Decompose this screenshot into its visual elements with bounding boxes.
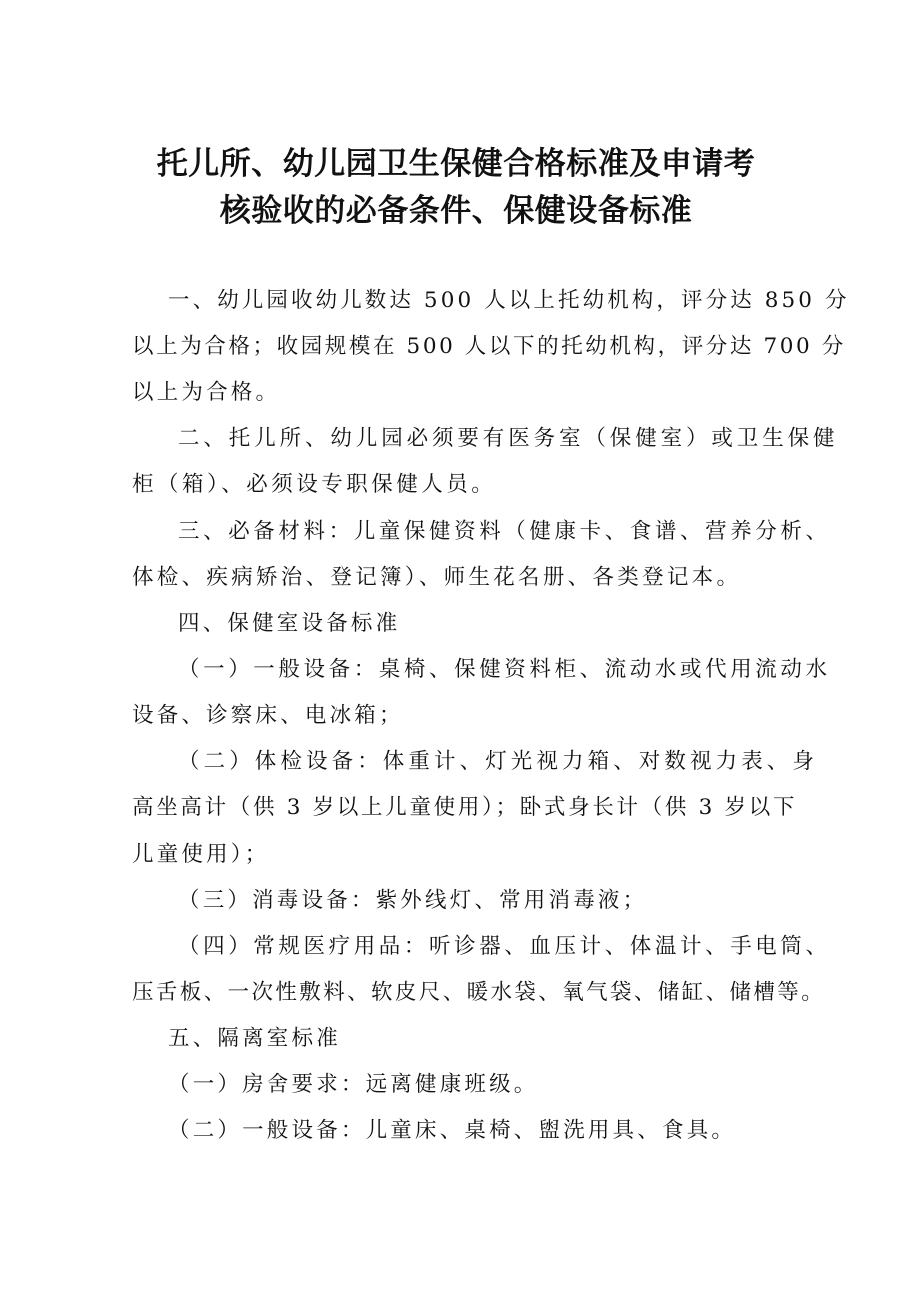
section-4-item-3: （三）消毒设备：紫外线灯、常用消毒液； [178,888,648,913]
section-5-heading: 五、隔离室标准 [168,1026,341,1051]
section-4-item-4-line-1: （四）常规医疗用品：听诊器、血压计、体温计、手电筒、 [178,934,831,959]
section-4-item-4-line-2: 压舌板、一次性敷料、软皮尺、暖水袋、氧气袋、储缸、储槽等。 [132,980,826,1005]
section-5-item-2: （二）一般设备：儿童床、桌椅、盥洗用具、食具。 [168,1118,737,1143]
section-5-item-1: （一）房舍要求：远离健康班级。 [168,1072,539,1097]
section-4-item-1-line-2: 设备、诊察床、电冰箱； [132,703,404,728]
section-4-heading: 四、保健室设备标准 [178,611,401,636]
paragraph-1-line-3: 以上为合格。 [132,380,281,405]
paragraph-2-line-1: 二、托儿所、幼儿园必须要有医务室（保健室）或卫生保健 [178,426,839,451]
paragraph-3-line-2: 体检、疾病矫治、登记簿）、师生花名册、各类登记本。 [132,565,742,590]
section-4-item-2-line-1: （二）体检设备：体重计、灯光视力箱、对数视力表、身 [178,749,819,774]
paragraph-3-line-1: 三、必备材料：儿童保健资料（健康卡、食谱、营养分析、 [178,519,831,544]
paragraph-1-line-2: 以上为合格；收园规模在 500 人以下的托幼机构，评分达 700 分 [132,334,846,359]
paragraph-2-line-2: 柜（箱）、必须设专职保健人员。 [132,472,497,497]
section-4-item-2-line-3: 儿童使用）； [132,842,270,867]
section-4-item-1-line-1: （一）一般设备：桌椅、保健资料柜、流动水或代用流动水 [178,657,831,682]
document-title-line-1: 托儿所、幼儿园卫生保健合格标准及申请考 [156,146,756,182]
document-title-line-2: 核验收的必备条件、保健设备标准 [219,193,693,229]
paragraph-1-line-1: 一、幼儿园收幼儿数达 500 人以上托幼机构，评分达 850 分 [168,288,850,313]
section-4-item-2-line-2: 高坐高计（供 3 岁以上儿童使用）；卧式身长计（供 3 岁以下 [132,795,798,820]
